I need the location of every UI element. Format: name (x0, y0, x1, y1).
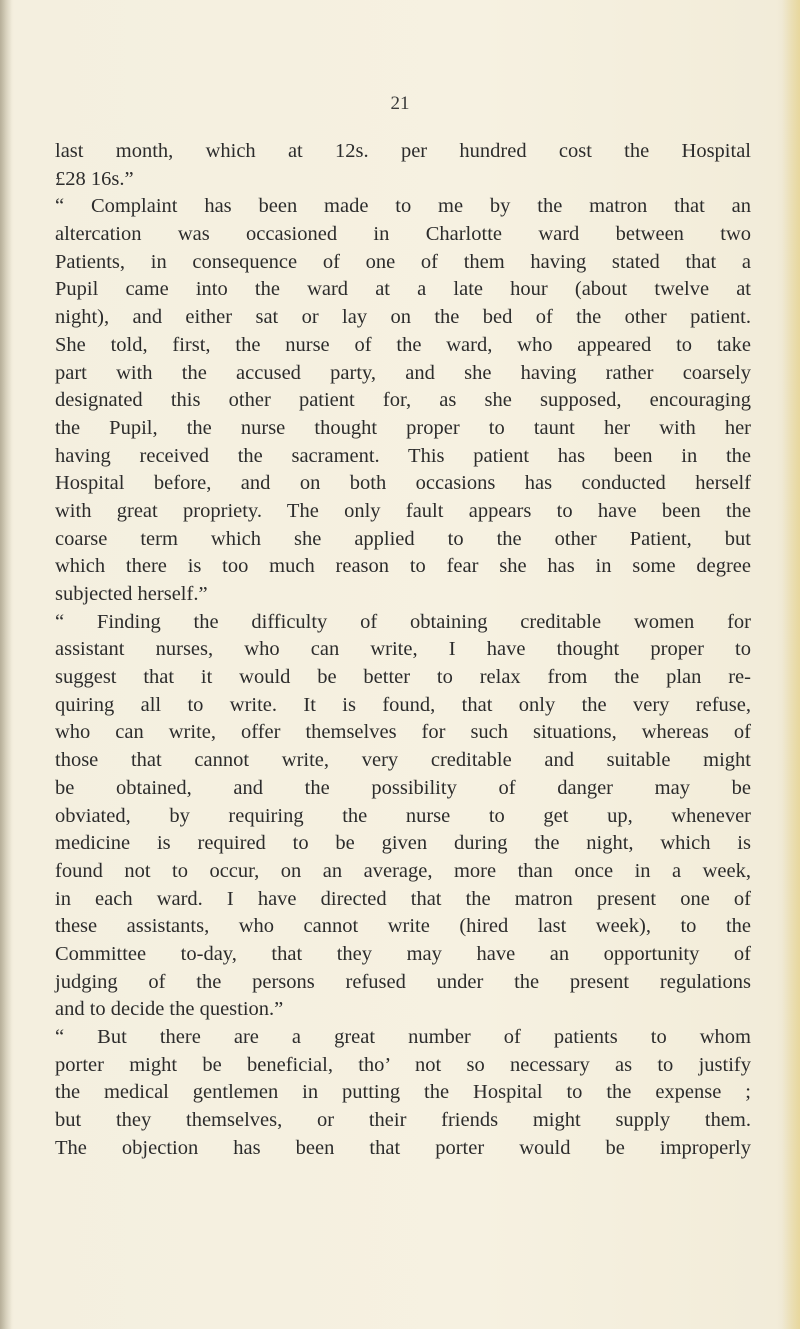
text-line: judging of the persons refused under the present regulations (55, 970, 751, 993)
text-line: Committee to-day, that they may have an opportunity of (55, 942, 751, 965)
text-line: who can write, offer themselves for such situations, whereas of (55, 721, 751, 744)
text-line: the Pupil, the nurse thought proper to taunt her with her (55, 416, 751, 439)
text-line: these assistants, who cannot write (hired last week), to the (55, 915, 751, 938)
text-line: designated this other patient for, as she supposed, encouraging (55, 389, 751, 412)
text-line: assistant nurses, who can write, I have thought proper to (55, 638, 751, 661)
text-line: in each ward. I have directed that the matron present one of (55, 887, 751, 910)
text-line: suggest that it would be better to relax from the plan re- (55, 666, 751, 689)
page-number: 21 (390, 93, 410, 114)
text-line: “ But there are a great number of patients to whom (55, 1026, 751, 1048)
text-line: “ Complaint has been made to me by the matron that an (55, 195, 751, 218)
text-line: found not to occur, on an average, more than once in a week, (55, 859, 751, 882)
text-line: porter might be beneficial, tho’ not so necessary as to justify (55, 1053, 751, 1076)
text-line: obviated, by requiring the nurse to get up, whenever (55, 804, 751, 827)
text-line: last month, which at 12s. per hundred cost the Hospital (55, 140, 751, 162)
text-line: Hospital before, and on both occasions has conducted herself (55, 472, 751, 495)
text-line: quiring all to write. It is found, that only the very refuse, (55, 693, 751, 716)
text-line: with great propriety. The only fault appears to have been the (55, 499, 751, 522)
text-line: She told, first, the nurse of the ward, who appeared to take (55, 333, 751, 356)
text-line: subjected herself.” (55, 583, 208, 605)
text-line: The objection has been that porter would be improperly (55, 1136, 751, 1159)
text-line: part with the accused party, and she having rather coarsely (55, 361, 751, 384)
text-line: Pupil came into the ward at a late hour (about twelve at (55, 278, 751, 301)
text-line: medicine is required to be given during the night, which is (55, 832, 751, 855)
text-line: “ Finding the difficulty of obtaining creditable women for (55, 610, 751, 633)
text-line: the medical gentlemen in putting the Hospital to the expense ; (55, 1081, 751, 1104)
text-line: be obtained, and the possibility of danger may be (55, 776, 751, 799)
text-line: altercation was occasioned in Charlotte ward between two (55, 223, 751, 246)
text-line: Patients, in consequence of one of them having stated that a (55, 250, 751, 273)
text-line: having received the sacrament. This patient has been in the (55, 444, 751, 467)
text-line: £28 16s.” (55, 167, 134, 190)
text-line: night), and either sat or lay on the bed of the other patient. (55, 306, 751, 329)
text-line: but they themselves, or their friends might supply them. (55, 1109, 751, 1132)
text-line: and to decide the question.” (55, 998, 284, 1021)
text-line: coarse term which she applied to the other Patient, but (55, 527, 751, 550)
text-line: which there is too much reason to fear she has in some degree (55, 555, 751, 578)
text-line: those that cannot write, very creditable and suitable might (55, 749, 751, 772)
gutter-shadow (0, 0, 12, 1329)
page-edge-stain (782, 0, 800, 1329)
body-text (55, 138, 751, 1162)
